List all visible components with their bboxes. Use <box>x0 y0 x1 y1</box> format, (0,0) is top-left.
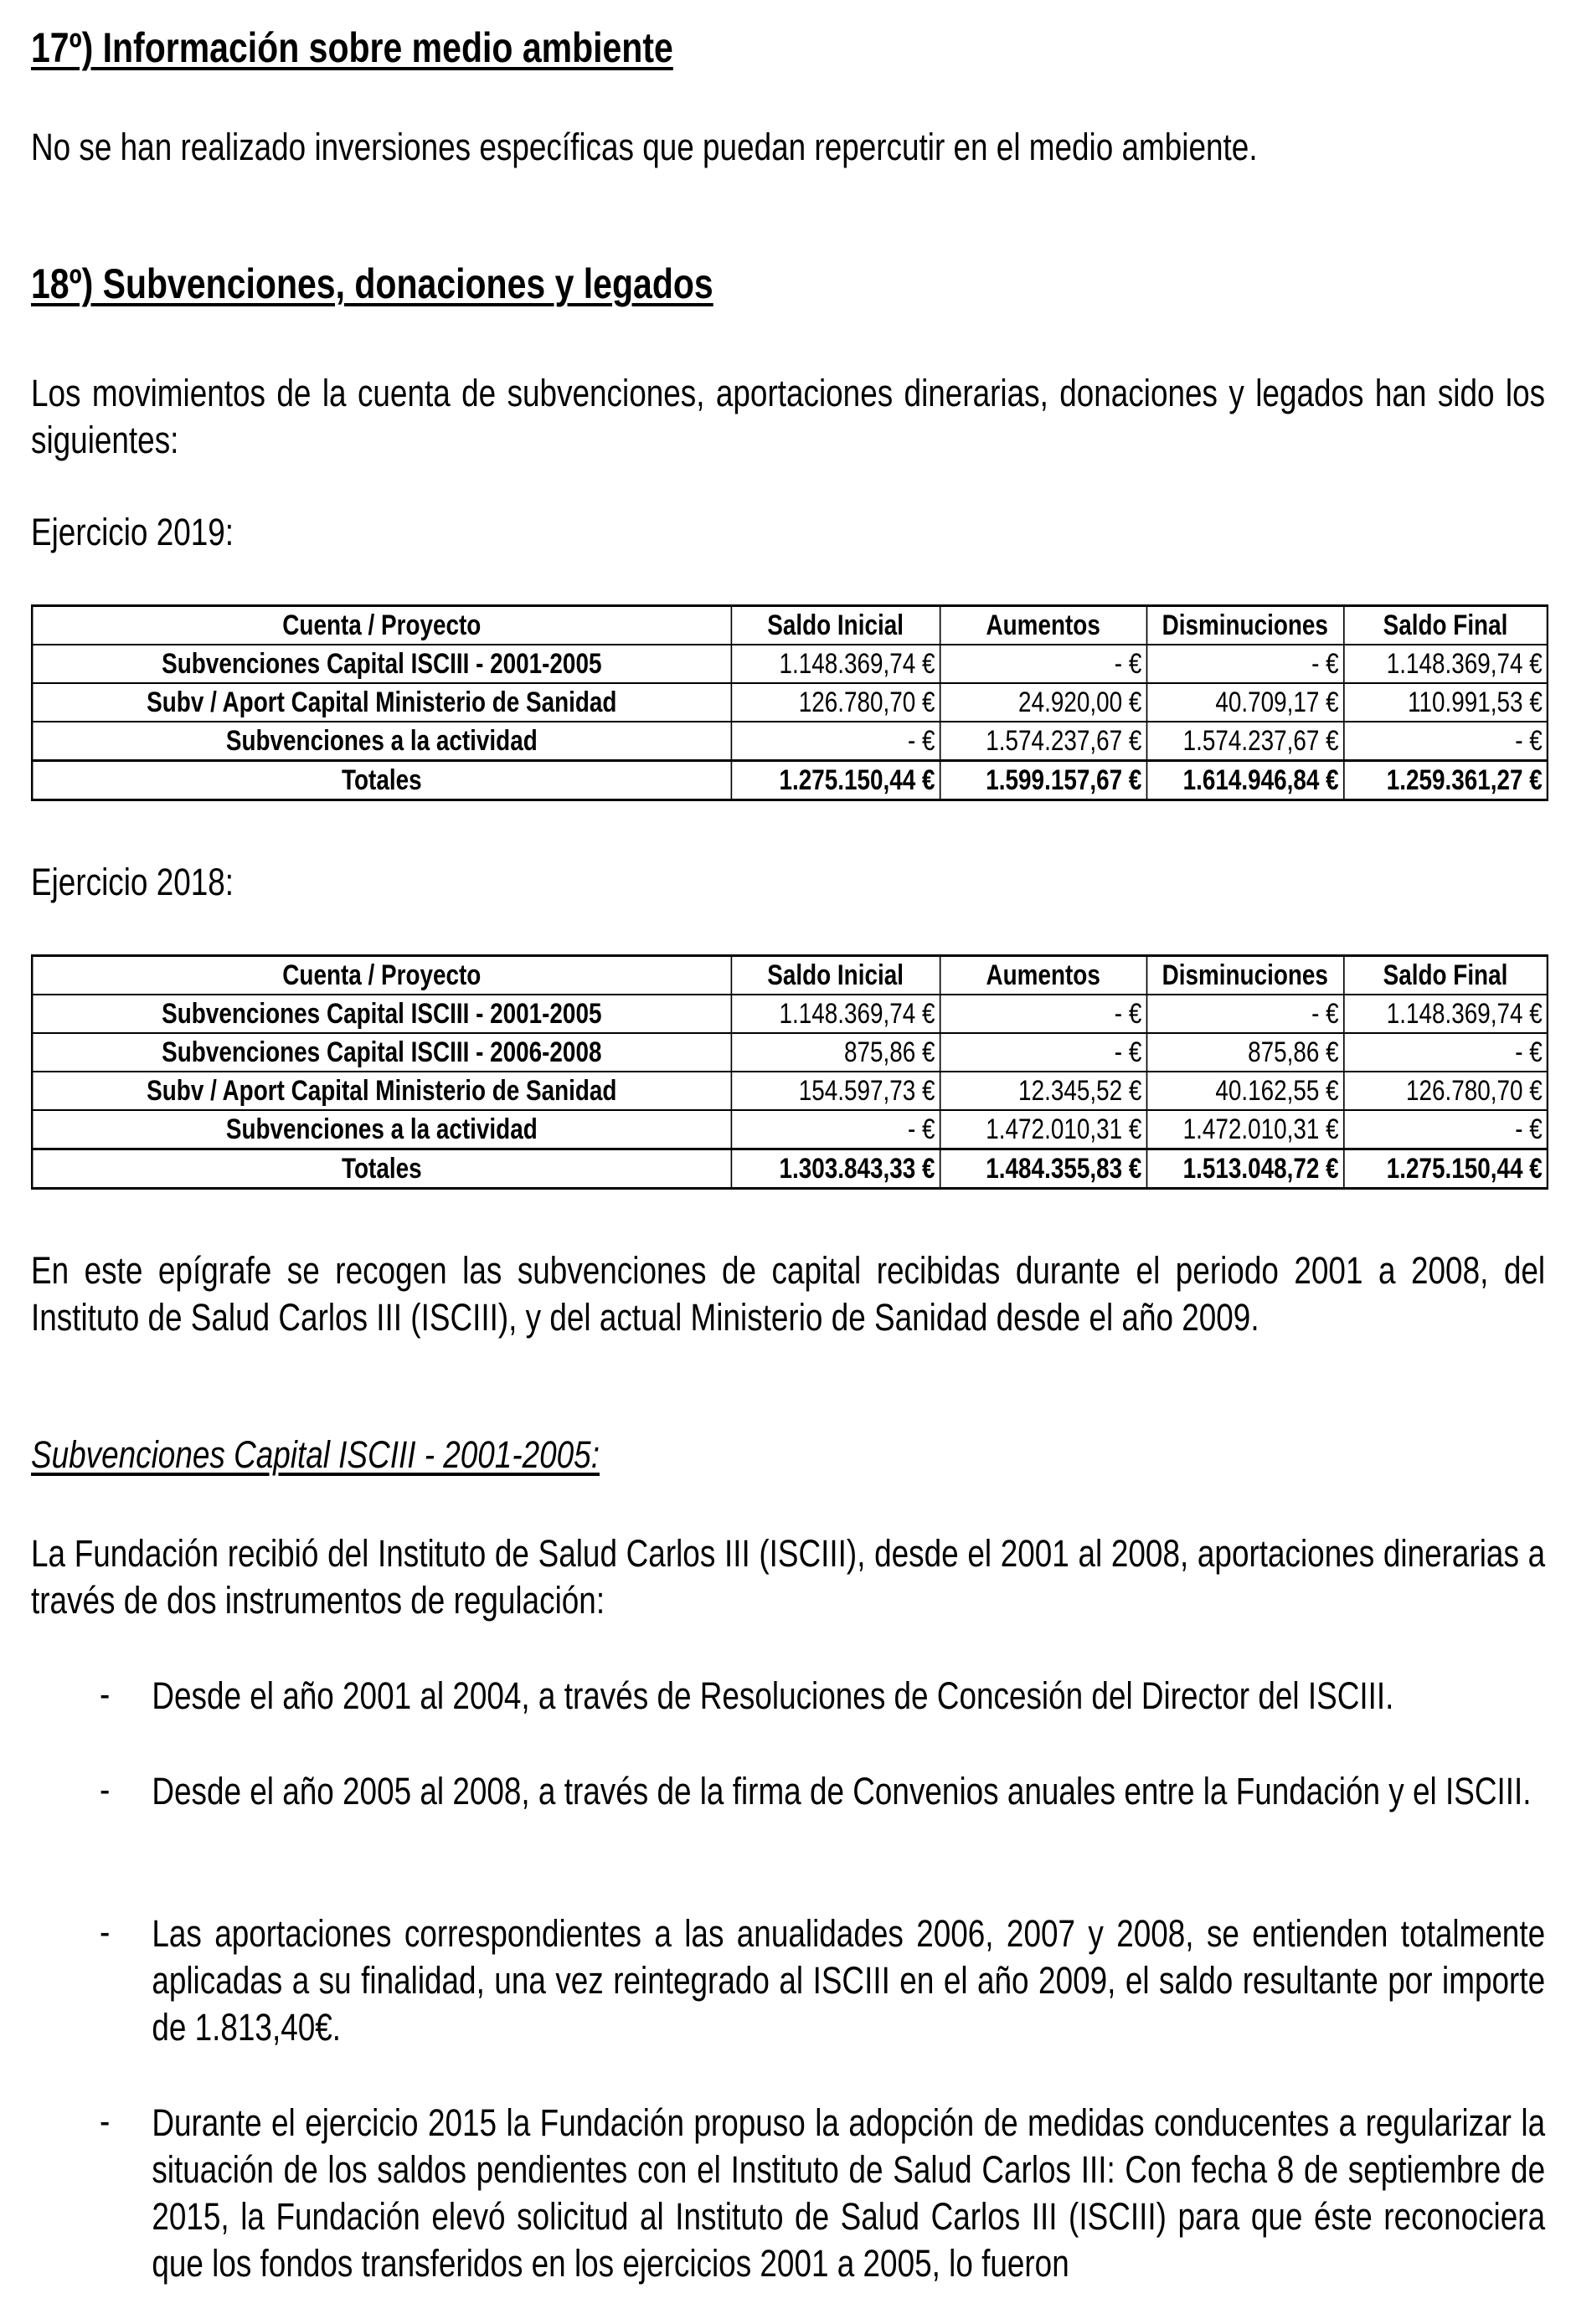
cell-cuenta: Subv / Aport Capital Ministerio de Sanidad <box>32 1072 731 1110</box>
cell-total-disminuciones: 1.614.946,84 € <box>1146 761 1343 800</box>
table-row <box>32 683 1548 722</box>
bullet-dash-icon: - <box>100 1768 111 1811</box>
section-17-text: No se han realizado inversiones específicas que puedan repercutir en el medio ambiente. <box>31 126 1258 168</box>
table-2018 <box>31 954 1548 1190</box>
cell-disminuciones: 1.472.010,31 € <box>1146 1110 1343 1149</box>
bullet-dash-icon: - <box>100 1673 111 1715</box>
cell-saldo-inicial: 1.148.369,74 € <box>731 645 940 683</box>
table-totals-row <box>32 761 1548 800</box>
list-item-text: Desde el año 2005 al 2008, a través de la firma de Convenios anuales entre la Fundación y el ISCIII. <box>152 1770 1532 1812</box>
cell-total-aumentos: 1.484.355,83 € <box>940 1149 1146 1189</box>
table-row <box>32 1110 1548 1149</box>
table-totals-row <box>32 1149 1548 1189</box>
cell-saldo-inicial: 126.780,70 € <box>731 683 940 722</box>
fundacion-paragraph: La Fundación recibió del Instituto de Salud Carlos III (ISCIII), desde el 2001 al 2008, aportaciones dinerarias a través de dos instrumentos de regulación: <box>31 1532 1546 1622</box>
list-item-text: Durante el ejercicio 2015 la Fundación propuso la adopción de medidas conducentes a regularizar la situación de los saldos pendientes con el Instituto de Salud Carlos III: Con fecha 8 de septiembre de 2015, la Fundación elevó solicitud al Instituto de Salud Carlos III (ISCIII) para que éste reconociera que los fondos transferidos en los ejercicios 2001 a 2005, lo fueron <box>152 2101 1546 2285</box>
bullet-dash-icon: - <box>100 1910 111 1953</box>
cell-aumentos: 24.920,00 € <box>940 683 1146 722</box>
col-header-cuenta: Cuenta / Proyecto <box>32 956 731 995</box>
section-17-heading: 17º) Información sobre medio ambiente <box>31 24 673 71</box>
table-row <box>32 1033 1548 1072</box>
cell-disminuciones: - € <box>1146 645 1343 683</box>
cell-disminuciones: 875,86 € <box>1146 1033 1343 1072</box>
cell-total-saldo-final: 1.259.361,27 € <box>1343 761 1548 800</box>
col-header-disminuciones: Disminuciones <box>1146 606 1343 645</box>
cell-saldo-inicial: - € <box>731 722 940 761</box>
cell-cuenta: Subv / Aport Capital Ministerio de Sanidad <box>32 683 731 722</box>
cell-disminuciones: 40.162,55 € <box>1146 1072 1343 1110</box>
cell-total-saldo-inicial: 1.275.150,44 € <box>731 761 940 800</box>
cell-aumentos: - € <box>940 995 1146 1033</box>
col-header-saldo-inicial: Saldo Inicial <box>731 956 940 995</box>
epigrafe-paragraph: En este epígrafe se recogen las subvenciones de capital recibidas durante el periodo 2001 a 2008, del Instituto de Salud Carlos III (ISCIII), y del actual Ministerio de Sanidad desde el año 2009. <box>31 1249 1546 1339</box>
col-header-cuenta: Cuenta / Proyecto <box>32 606 731 645</box>
col-header-aumentos: Aumentos <box>940 956 1146 995</box>
table-header-row <box>32 956 1548 995</box>
section-18-intro: Los movimientos de la cuenta de subvenciones, aportaciones dinerarias, donaciones y legados han sido los siguientes: <box>31 372 1546 461</box>
col-header-disminuciones: Disminuciones <box>1146 956 1343 995</box>
cell-cuenta: Subvenciones a la actividad <box>32 1110 731 1149</box>
table-2019-label: Ejercicio 2019: <box>31 511 234 553</box>
col-header-saldo-final: Saldo Final <box>1343 956 1548 995</box>
table-row <box>32 995 1548 1033</box>
cell-disminuciones: 1.574.237,67 € <box>1146 722 1343 761</box>
cell-aumentos: - € <box>940 1033 1146 1072</box>
cell-saldo-final: 110.991,53 € <box>1343 683 1548 722</box>
col-header-saldo-final: Saldo Final <box>1343 606 1548 645</box>
cell-totals-label: Totales <box>32 1149 731 1189</box>
cell-totals-label: Totales <box>32 761 731 800</box>
cell-saldo-final: 1.148.369,74 € <box>1343 645 1548 683</box>
col-header-saldo-inicial: Saldo Inicial <box>731 606 940 645</box>
cell-saldo-final: 126.780,70 € <box>1343 1072 1548 1110</box>
cell-saldo-final: - € <box>1343 722 1548 761</box>
cell-saldo-final: - € <box>1343 1033 1548 1072</box>
cell-saldo-inicial: 154.597,73 € <box>731 1072 940 1110</box>
cell-cuenta: Subvenciones Capital ISCIII - 2001-2005 <box>32 645 731 683</box>
bullet-dash-icon: - <box>100 2100 111 2142</box>
table-row <box>32 645 1548 683</box>
table-header-row <box>32 606 1548 645</box>
subsection-heading: Subvenciones Capital ISCIII - 2001-2005: <box>31 1433 600 1476</box>
cell-aumentos: 1.574.237,67 € <box>940 722 1146 761</box>
cell-disminuciones: - € <box>1146 995 1343 1033</box>
cell-disminuciones: 40.709,17 € <box>1146 683 1343 722</box>
cell-cuenta: Subvenciones a la actividad <box>32 722 731 761</box>
cell-saldo-final: 1.148.369,74 € <box>1343 995 1548 1033</box>
table-2019 <box>31 604 1548 801</box>
cell-aumentos: 12.345,52 € <box>940 1072 1146 1110</box>
cell-saldo-final: - € <box>1343 1110 1548 1149</box>
list-item-text: Las aportaciones correspondientes a las anualidades 2006, 2007 y 2008, se entienden totalmente aplicadas a su finalidad, una vez reintegrado al ISCIII en el año 2009, el saldo resultante por importe de 1.813,40€. <box>152 1912 1546 2049</box>
col-header-aumentos: Aumentos <box>940 606 1146 645</box>
cell-aumentos: - € <box>940 645 1146 683</box>
table-2018-label: Ejercicio 2018: <box>31 861 234 903</box>
cell-saldo-inicial: 875,86 € <box>731 1033 940 1072</box>
list-item-text: Desde el año 2001 al 2004, a través de Resoluciones de Concesión del Director del ISCIII. <box>152 1674 1394 1717</box>
cell-saldo-inicial: 1.148.369,74 € <box>731 995 940 1033</box>
cell-saldo-inicial: - € <box>731 1110 940 1149</box>
cell-total-aumentos: 1.599.157,67 € <box>940 761 1146 800</box>
section-18-heading: 18º) Subvenciones, donaciones y legados <box>31 260 713 307</box>
cell-cuenta: Subvenciones Capital ISCIII - 2006-2008 <box>32 1033 731 1072</box>
cell-cuenta: Subvenciones Capital ISCIII - 2001-2005 <box>32 995 731 1033</box>
table-row <box>32 1072 1548 1110</box>
cell-total-saldo-inicial: 1.303.843,33 € <box>731 1149 940 1189</box>
cell-total-saldo-final: 1.275.150,44 € <box>1343 1149 1548 1189</box>
cell-total-disminuciones: 1.513.048,72 € <box>1146 1149 1343 1189</box>
cell-aumentos: 1.472.010,31 € <box>940 1110 1146 1149</box>
table-row <box>32 722 1548 761</box>
